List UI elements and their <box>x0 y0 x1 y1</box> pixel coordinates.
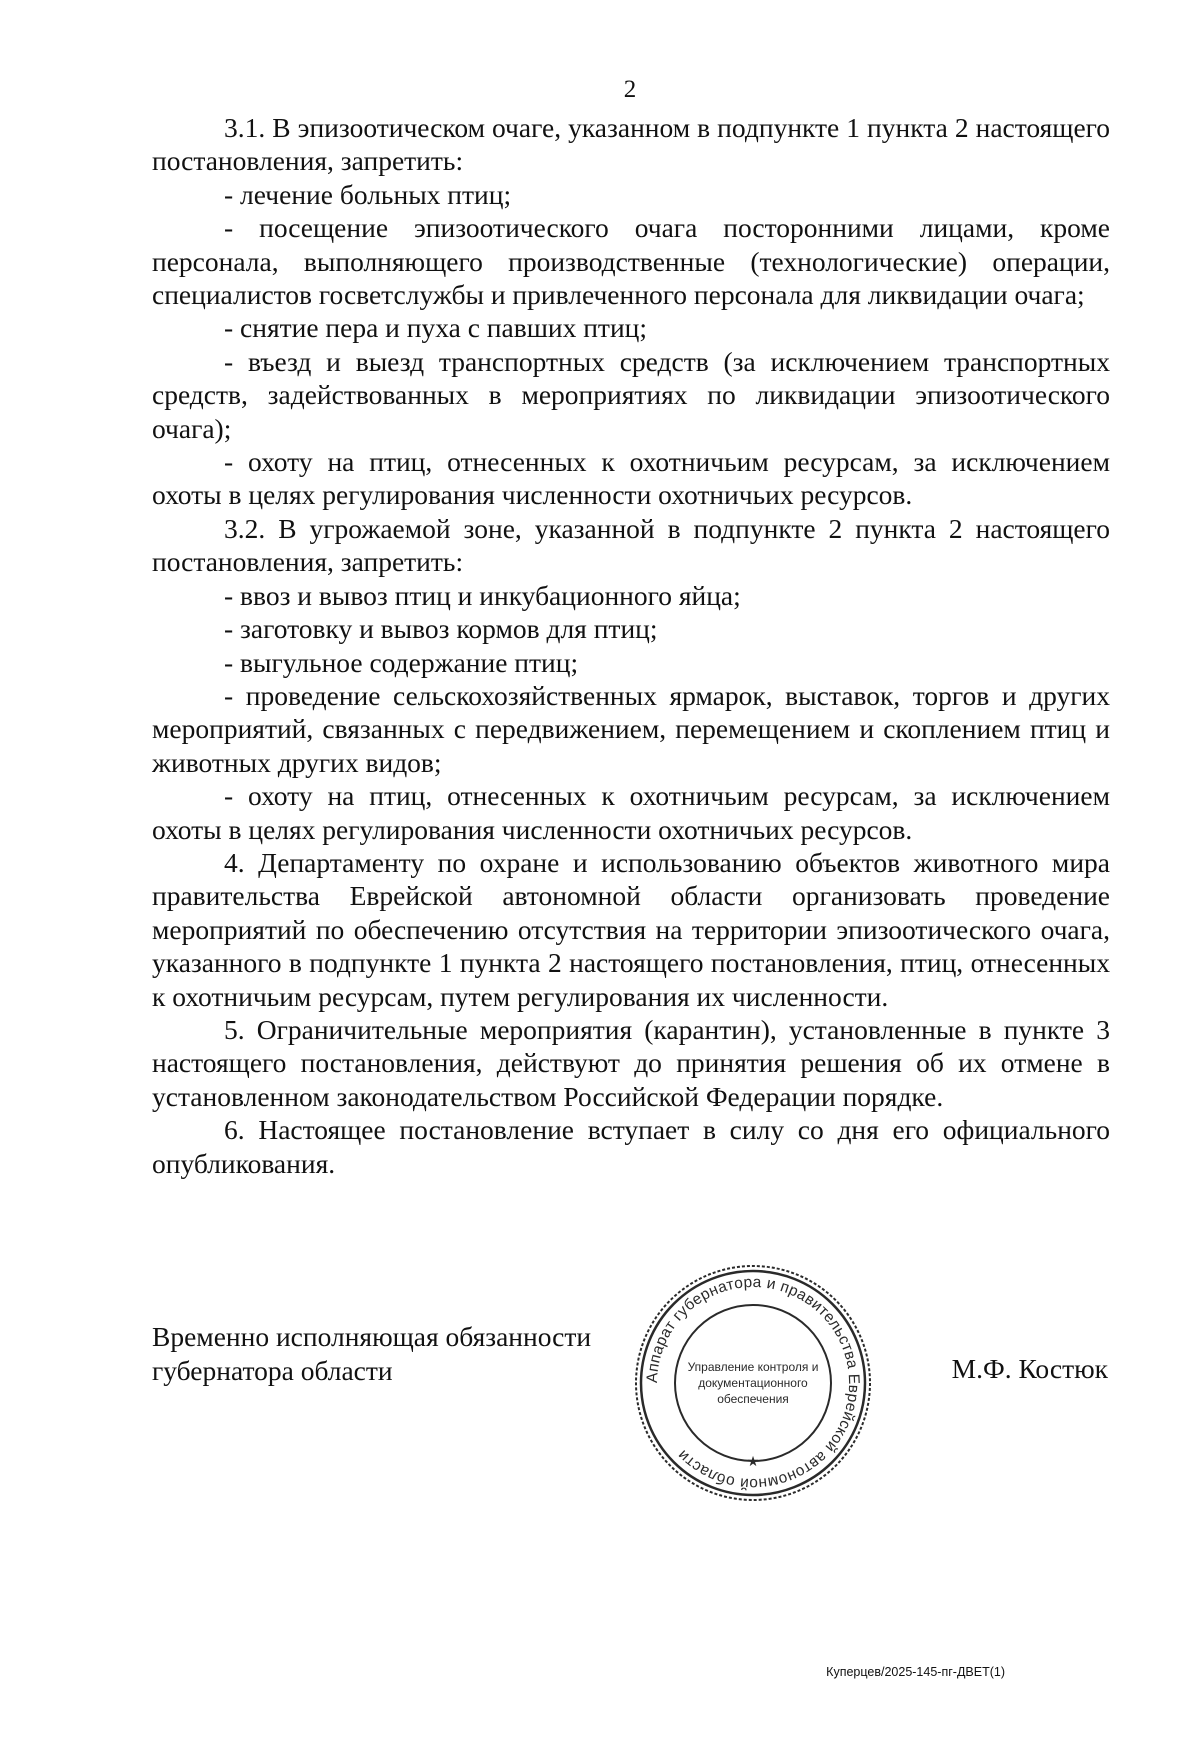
paragraph-3-2: 3.2. В угрожаемой зоне, указанной в подпункте 2 пункта 2 настоящего постановления, запретить: <box>152 512 1110 578</box>
list-item: - снятие пера и пуха с павших птиц; <box>224 312 648 344</box>
paragraph-4: 4. Департаменту по охране и использованию объектов животного мира правительства Еврейской автономной области организовать проведение мероприятий по обеспечению отсутствия на территории эпизоотического очага, указанного в подпункте 1 пункта 2 настоящего постановления, птиц, отнесенных к охотничьим ресурсам, путем регулирования их численности. <box>152 846 1110 1012</box>
signatory-position <box>152 1320 622 1388</box>
list-item: - выгульное содержание птиц; <box>224 646 579 678</box>
page-number: 2 <box>623 76 637 103</box>
document-code: Куперцев/2025-145-пг-ДВЕТ(1) <box>826 1665 1005 1679</box>
official-seal <box>633 1263 873 1503</box>
paragraph-5: 5. Ограничительные мероприятия (карантин), установленные в пункте 3 настоящего постановления, действуют до принятия решения об их отмене в установленном законодательством Российской Федерации порядке. <box>152 1013 1110 1112</box>
seal-inner-line3: обеспечения <box>717 1392 789 1406</box>
list-item: - охоту на птиц, отнесенных к охотничьим ресурсам, за исключением охоты в целях регулирования численности охотничьих ресурсов. <box>152 446 1110 511</box>
seal-inner-line2: документационного <box>698 1376 808 1390</box>
list-item: - въезд и выезд транспортных средств (за исключением транспортных средств, задействованных в мероприятиях по ликвидации эпизоотического очага); <box>152 345 1110 444</box>
list-item: - ввоз и вывоз птиц и инкубационного яйца; <box>224 579 741 611</box>
seal-inner-line1: Управление контроля и <box>687 1360 819 1374</box>
signatory-position-line1: Временно исполняющая обязанности <box>152 1321 592 1352</box>
paragraph-6: 6. Настоящее постановление вступает в силу со дня его официального опубликования. <box>152 1114 1110 1179</box>
list-item: - посещение эпизоотического очага посторонними лицами, кроме персонала, выполняющего производственные (технологические) операции, специалистов госветслужбы и привлеченного персонала для ликвидации очага; <box>152 212 1110 311</box>
list-item: - заготовку и вывоз кормов для птиц; <box>224 613 658 645</box>
seal-outer-text: Аппарат губернатора и правительства Еврейской автономной области <box>643 1273 863 1493</box>
signatory-position-line2: губернатора области <box>152 1355 393 1386</box>
list-item: - проведение сельскохозяйственных ярмарок, выставок, торгов и других мероприятий, связанных с передвижением, перемещением и скоплением птиц и животных других видов; <box>152 679 1110 778</box>
seal-star-icon: ★ <box>746 1455 760 1470</box>
signatory-name: М.Ф. Костюк <box>951 1353 1108 1384</box>
list-item: - охоту на птиц, отнесенных к охотничьим ресурсам, за исключением охоты в целях регулирования численности охотничьих ресурсов. <box>152 780 1110 845</box>
list-item: - лечение больных птиц; <box>224 178 512 210</box>
paragraph-3-1: 3.1. В эпизоотическом очаге, указанном в подпункте 1 пункта 2 настоящего постановления, запретить: <box>152 112 1110 177</box>
document-body <box>152 111 1110 1180</box>
